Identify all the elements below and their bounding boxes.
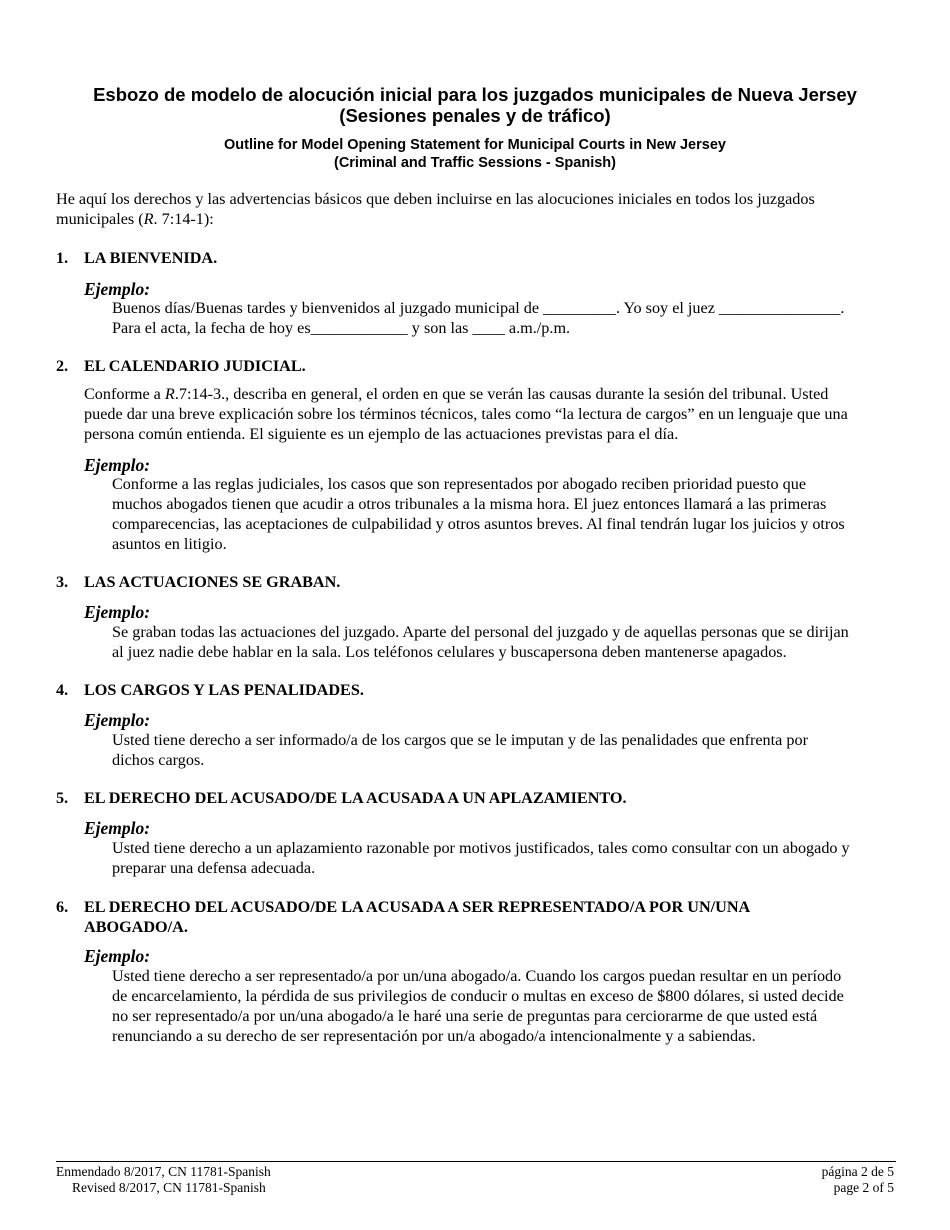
example-line: preparar una defensa adecuada. — [112, 859, 316, 877]
section-2-body — [84, 384, 896, 444]
example-line: dichos cargos. — [112, 751, 205, 769]
example-label: Ejemplo: — [84, 818, 151, 838]
rule-reference: R — [143, 210, 154, 228]
example-label: Ejemplo: — [84, 455, 151, 475]
example-line: Usted tiene derecho a ser representado/a por un/una abogado/a. Cuando los cargos puedan resultar en un período — [112, 967, 842, 985]
title-line-1: Esbozo de modelo de alocución inicial para los juzgados municipales de Nueva Jersey — [93, 84, 857, 105]
section-5-example — [112, 838, 898, 878]
section-number: 2. — [56, 357, 69, 375]
section-title: LA BIENVENIDA. — [84, 249, 218, 267]
example-line: Conforme a las reglas judiciales, los casos que son representados por abogado reciben prioridad puesto que — [112, 475, 807, 493]
footer-revision — [56, 1164, 271, 1196]
footer-divider — [56, 1161, 896, 1162]
section-6-heading — [56, 897, 896, 937]
section-title: LOS CARGOS Y LAS PENALIDADES. — [84, 681, 364, 699]
body-line: persona común entienda. El siguiente es un ejemplo de las actuaciones previstas para el día. — [84, 425, 679, 443]
body-line: puede dar una breve explicación sobre los términos técnicos, tales como “la lectura de cargos” en un lenguaje que una — [84, 405, 848, 423]
footer-revision-english: Revised 8/2017, CN 11781-Spanish — [72, 1180, 266, 1195]
body-line-pre: Conforme a — [84, 385, 165, 403]
title-line-2: (Sesiones penales y de tráfico) — [339, 105, 611, 126]
page-subtitle — [56, 136, 894, 172]
example-label: Ejemplo: — [84, 710, 151, 730]
section-title — [84, 897, 896, 937]
section-number: 4. — [56, 681, 69, 699]
section-2-heading — [56, 356, 896, 376]
intro-line-2 — [56, 209, 896, 229]
example-line: al juez nadie debe hablar en la sala. Los teléfonos celulares y buscapersona deben mantenerse apagados. — [112, 643, 787, 661]
section-number: 3. — [56, 573, 69, 591]
section-5-heading — [56, 788, 896, 808]
section-1-heading — [56, 248, 896, 268]
example-line: Se graban todas las actuaciones del juzgado. Aparte del personal del juzgado y de aquellas personas que se dirijan — [112, 623, 849, 641]
example-label: Ejemplo: — [84, 602, 151, 622]
section-3-heading — [56, 572, 896, 592]
body-line — [84, 384, 896, 404]
section-2-example — [112, 474, 898, 554]
example-line: Para el acta, la fecha de hoy es____________ y son las ____ a.m./p.m. — [112, 319, 571, 337]
example-line: asuntos en litigio. — [112, 535, 227, 553]
section-number: 6. — [56, 898, 69, 916]
example-line: no ser representado/a por un/una abogado/a le haré una serie de preguntas para cerciorarme de que usted está — [112, 1007, 818, 1025]
page-number-spanish: página 2 de 5 — [821, 1164, 894, 1179]
intro-paragraph — [56, 189, 896, 229]
section-number: 1. — [56, 249, 69, 267]
section-title-line: ABOGADO/A. — [84, 918, 188, 936]
section-4-example — [112, 730, 898, 770]
footer-revision-spanish: Enmendado 8/2017, CN 11781-Spanish — [56, 1164, 271, 1179]
example-line: de encarcelamiento, la pérdida de sus privilegios de conducir o multas en exceso de $800 dólares, si usted decide — [112, 987, 844, 1005]
section-6-example — [112, 966, 898, 1046]
body-line-post: .7:14-3., describa en general, el orden en que se verán las causas durante la sesión del tribunal. Usted — [174, 385, 829, 403]
section-title: EL DERECHO DEL ACUSADO/DE LA ACUSADA A UN APLAZAMIENTO. — [84, 789, 627, 807]
example-label: Ejemplo: — [84, 946, 151, 966]
example-label: Ejemplo: — [84, 279, 151, 299]
example-line: Usted tiene derecho a ser informado/a de los cargos que se le imputan y de las penalidades que enfrenta por — [112, 731, 808, 749]
example-line: Usted tiene derecho a un aplazamiento razonable por motivos justificados, tales como consultar con un abogado y — [112, 839, 850, 857]
page-number-english: page 2 of 5 — [833, 1180, 894, 1195]
section-title: EL CALENDARIO JUDICIAL. — [84, 357, 306, 375]
section-title: LAS ACTUACIONES SE GRABAN. — [84, 573, 341, 591]
section-4-heading — [56, 680, 896, 700]
subtitle-line-1: Outline for Model Opening Statement for Municipal Courts in New Jersey — [224, 137, 726, 153]
intro-line-2-post: . 7:14-1): — [153, 210, 214, 228]
section-1-example — [112, 298, 898, 338]
example-line: comparecencias, las aceptaciones de culpabilidad y otros asuntos breves. Al final tendrán lugar los juicios y otros — [112, 515, 845, 533]
footer-page-number — [822, 1164, 894, 1196]
section-number: 5. — [56, 789, 69, 807]
subtitle-line-2: (Criminal and Traffic Sessions - Spanish) — [333, 155, 616, 171]
example-line: renunciando a su derecho de ser representación por un/a abogado/a intencionalmente y a sabiendas. — [112, 1027, 756, 1045]
section-3-example — [112, 622, 898, 662]
page-title — [56, 84, 894, 126]
rule-reference: R — [164, 385, 175, 403]
example-line: muchos abogados tienen que acudir a otros tribunales a la misma hora. El juez entonces llamará a las primeras — [112, 495, 827, 513]
intro-line-2-pre: municipales ( — [56, 210, 144, 228]
example-line: Buenos días/Buenas tardes y bienvenidos al juzgado municipal de _________. Yo soy el juez _______________. — [112, 299, 845, 317]
intro-line-1: He aquí los derechos y las advertencias básicos que deben incluirse en las alocuciones iniciales en todos los juzgados — [56, 190, 815, 208]
section-title-line: EL DERECHO DEL ACUSADO/DE LA ACUSADA A SER REPRESENTADO/A POR UN/UNA — [84, 898, 751, 916]
